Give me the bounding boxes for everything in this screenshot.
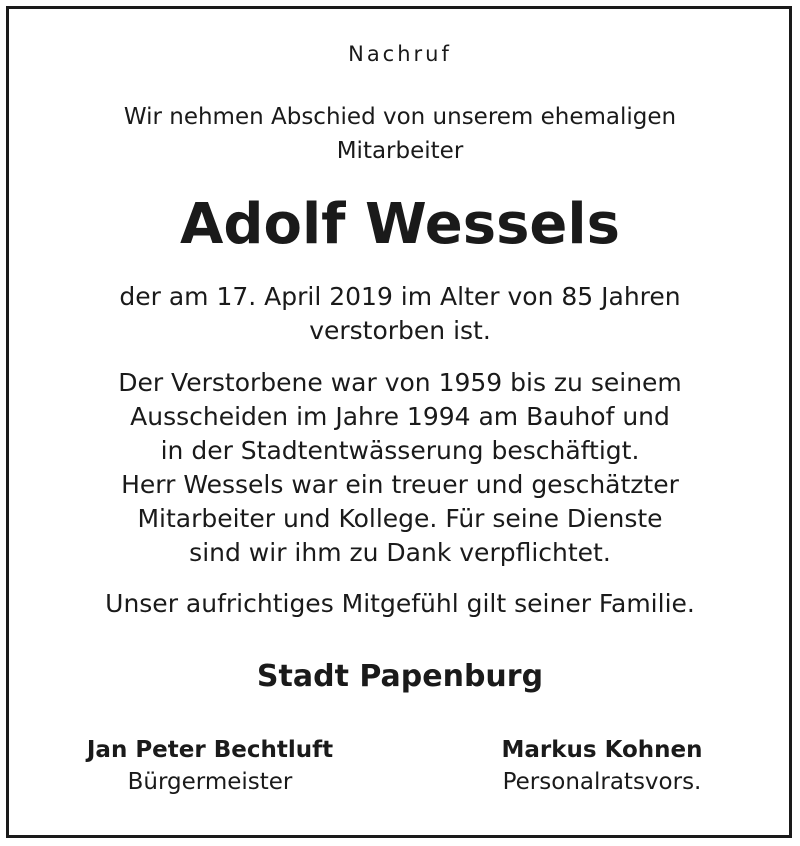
signatory-name: Markus Kohnen (501, 737, 703, 763)
biography-text (0, 366, 800, 570)
bio-line: in der Stadtentwässerung beschäftigt. (160, 436, 640, 465)
signatory-title: Bürgermeister (127, 769, 293, 795)
notice-header: Nachruf (348, 42, 452, 66)
intro-line: Mitarbeiter (336, 138, 464, 164)
organization-name: Stadt Papenburg (256, 659, 544, 694)
bio-line: Herr Wessels war ein treuer und geschätzter (121, 470, 679, 499)
signatory-name: Jan Peter Bechtluft (86, 737, 334, 763)
bio-line: sind wir ihm zu Dank verpflichtet. (189, 538, 611, 567)
bio-line: Der Verstorbene war von 1959 bis zu seinem (118, 368, 682, 397)
signatory-right (452, 734, 752, 798)
bio-line: Mitarbeiter und Kollege. Für seine Dienste (137, 504, 663, 533)
bio-line: Ausscheiden im Jahre 1994 am Bauhof und (130, 402, 670, 431)
intro-text (0, 100, 800, 168)
intro-line: Wir nehmen Abschied von unserem ehemaligen (123, 104, 677, 130)
deceased-name: Adolf Wessels (180, 192, 620, 257)
death-line: der am 17. April 2019 im Alter von 85 Jahren (119, 282, 681, 311)
condolence-text: Unser aufrichtiges Mitgefühl gilt seiner Familie. (105, 589, 695, 618)
death-line: verstorben ist. (309, 316, 491, 345)
signatory-title: Personalratsvors. (502, 769, 702, 795)
signatory-left (60, 734, 360, 798)
death-info (0, 280, 800, 348)
